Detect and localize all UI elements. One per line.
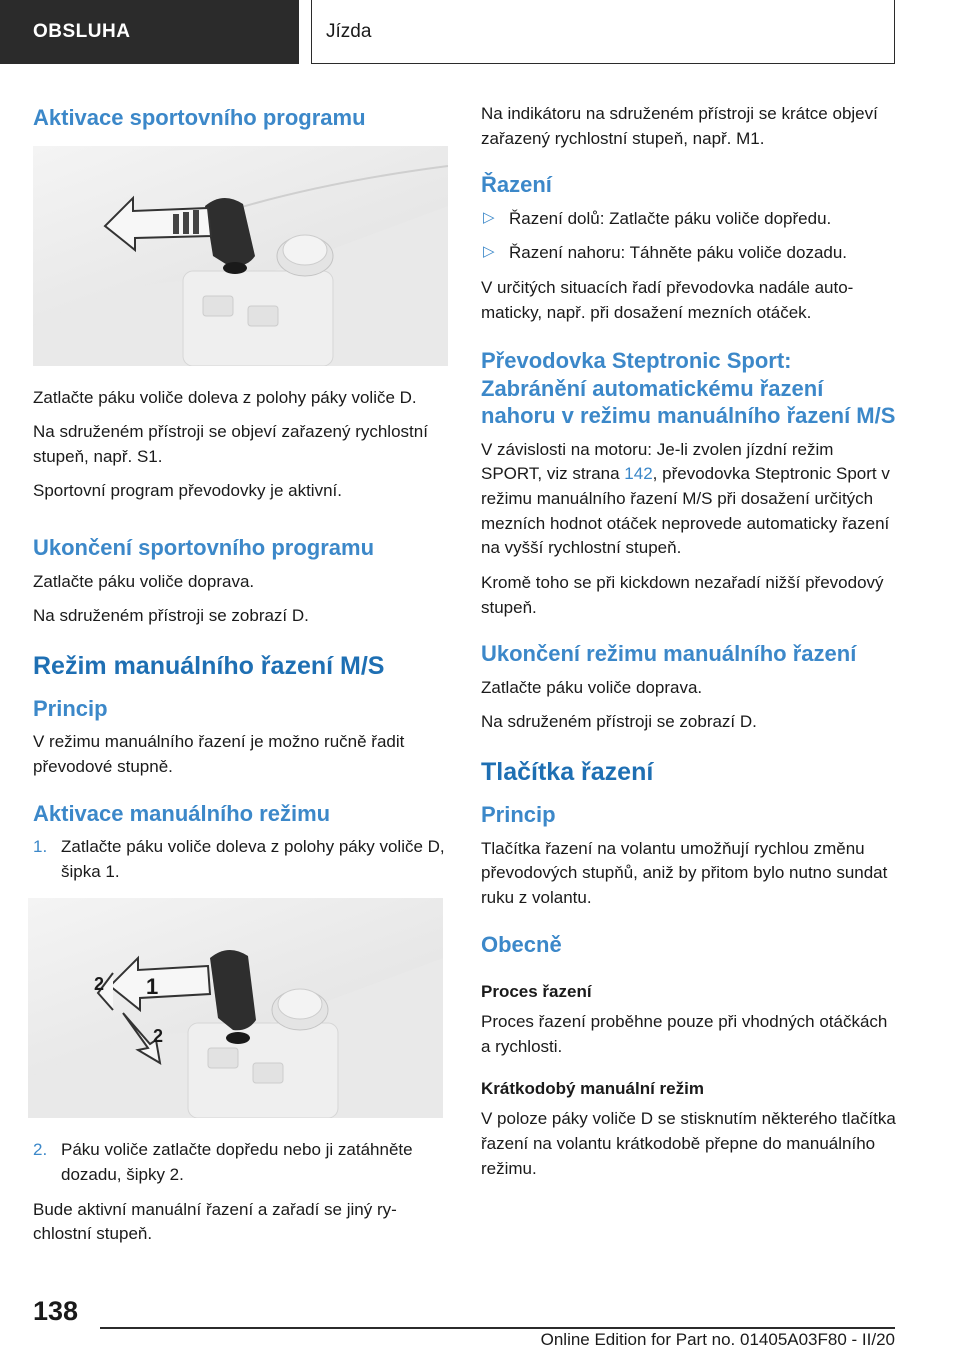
- heading-sport-activation: Aktivace sportovního programu: [33, 105, 366, 130]
- heading-paddles-principle: Princip: [481, 802, 556, 828]
- triangle-bullet-icon: ▷: [483, 208, 495, 226]
- right-column: [481, 100, 896, 1191]
- heading-sport-deactivation: Ukončení sportovního programu: [33, 535, 375, 561]
- right-text-8: Proces řazení proběhne pouze při vhodných otáčkách a rychlosti.: [481, 1012, 888, 1056]
- heading-shifting: Řazení: [481, 172, 552, 198]
- gear-selector-image-1: [33, 146, 448, 366]
- step-item-2: [33, 1138, 448, 1187]
- heading-shift-process: Proces řazení: [481, 982, 592, 1002]
- step-text-1: Zatlačte páku voliče doleva z polohy páky voliče D, šipka 1.: [61, 837, 445, 881]
- left-text-5: Na sdruženém přístroji se zobrazí D.: [33, 606, 309, 626]
- arrow-label-1: 1: [146, 974, 159, 1000]
- heading-manual-mode: Režim manuálního řazení M/S: [33, 651, 385, 680]
- left-text-1: Zatlačte páku voliče doleva z polohy páky voliče D.: [33, 387, 417, 407]
- steps-list-1: [33, 835, 448, 884]
- right-text-4: Kromě toho se při kickdown nezařadí nižší převodový stupeň.: [481, 573, 884, 617]
- step-number-1: 1.: [33, 837, 48, 857]
- left-text-6: V režimu manuálního řazení je možno ručně řadit převodové stupně.: [33, 732, 405, 776]
- arrow-label-2a: 2: [94, 974, 105, 995]
- triangle-bullet-icon: ▷: [483, 243, 495, 261]
- shifting-text-down: Řazení dolů: Zatlačte páku voliče dopředu.: [509, 208, 832, 228]
- step-item-1: [33, 835, 448, 884]
- footer-edition: Online Edition for Part no. 01405A03F80 - II/20: [540, 1330, 895, 1349]
- arrow-label-2b: 2: [153, 1026, 164, 1047]
- heading-temporary-manual: Krátkodobý manuální režim: [481, 1079, 704, 1099]
- shifting-item-down: [481, 207, 896, 232]
- right-text-9: V poloze páky voliče D se stisknutím některého tlačítka řazení na volantu krátkodobě přepne do manuálního režimu.: [481, 1109, 896, 1178]
- left-text-3: Sportovní program převodovky je aktivní.: [33, 481, 342, 501]
- shifting-item-up: [481, 241, 896, 266]
- left-text-2: Na sdruženém přístroji se objeví zařazený rychlostní stupeň, např. S1.: [33, 422, 428, 466]
- footer-divider: [100, 1327, 895, 1329]
- right-text-3b: , převodovka Steptronic Sport v režimu manuálního řazení M/S při dosažení určitých mezních hodnot otáček neprovede automaticky řazení na vyšší rychlostní stupeň.: [481, 464, 890, 558]
- left-column: [33, 100, 448, 1257]
- gear-selector-arrows-illustration: [28, 898, 443, 1118]
- right-text-6: Na sdruženém přístroji se zobrazí D.: [481, 712, 757, 732]
- heading-principle: Princip: [33, 695, 108, 721]
- heading-shift-paddles: Tlačítka řazení: [481, 758, 654, 787]
- heading-manual-activation: Aktivace manuálního režimu: [33, 800, 331, 826]
- right-text-1: Na indikátoru na sdruženém přístroji se krátce objeví zařazený rychlostní stupeň, např. M1.: [481, 104, 878, 148]
- heading-general: Obecně: [481, 931, 562, 957]
- right-text-3: [481, 438, 896, 561]
- heading-steptronic-sport: Převodovka Steptronic Sport: Zabránění automatickému řazení nahoru v režimu manuálního řazení M/S: [481, 348, 896, 429]
- step-number-2: 2.: [33, 1140, 48, 1160]
- shifting-list: [481, 207, 896, 266]
- shifting-text-up: Řazení nahoru: Táhněte páku voliče dozadu.: [509, 243, 848, 263]
- right-text-7: Tlačítka řazení na volantu umožňují rychlou změnu převodových stupňů, aniž by přitom bylo nutno sundat ruku z volantu.: [481, 838, 888, 907]
- step-text-2: Páku voliče zatlačte dopředu nebo ji zatáhněte dozadu, šipky 2.: [61, 1140, 413, 1185]
- header-section: OBSLUHA: [0, 0, 299, 64]
- left-text-7: Bude aktivní manuální řazení a zařadí se jiný rychlostní stupeň.: [33, 1199, 397, 1244]
- page-link-142[interactable]: 142: [624, 464, 653, 484]
- left-text-4: Zatlačte páku voliče doprava.: [33, 571, 255, 591]
- gear-selector-illustration: [33, 146, 448, 366]
- right-text-3a: V závislosti na motoru: Je-li zvolen jízdní režim SPORT, viz strana: [481, 439, 834, 484]
- right-text-2: V určitých situacích řadí převodovka nadále automaticky, např. při dosažení mezních otáček.: [481, 278, 854, 322]
- header-chapter: Jízda: [311, 0, 895, 64]
- gear-selector-image-2: [28, 898, 443, 1118]
- heading-manual-deactivation: Ukončení režimu manuálního řazení: [481, 641, 857, 667]
- page-number: 138: [33, 1296, 79, 1326]
- steps-list-2: [33, 1138, 448, 1187]
- right-text-5: Zatlačte páku voliče doprava.: [481, 677, 703, 697]
